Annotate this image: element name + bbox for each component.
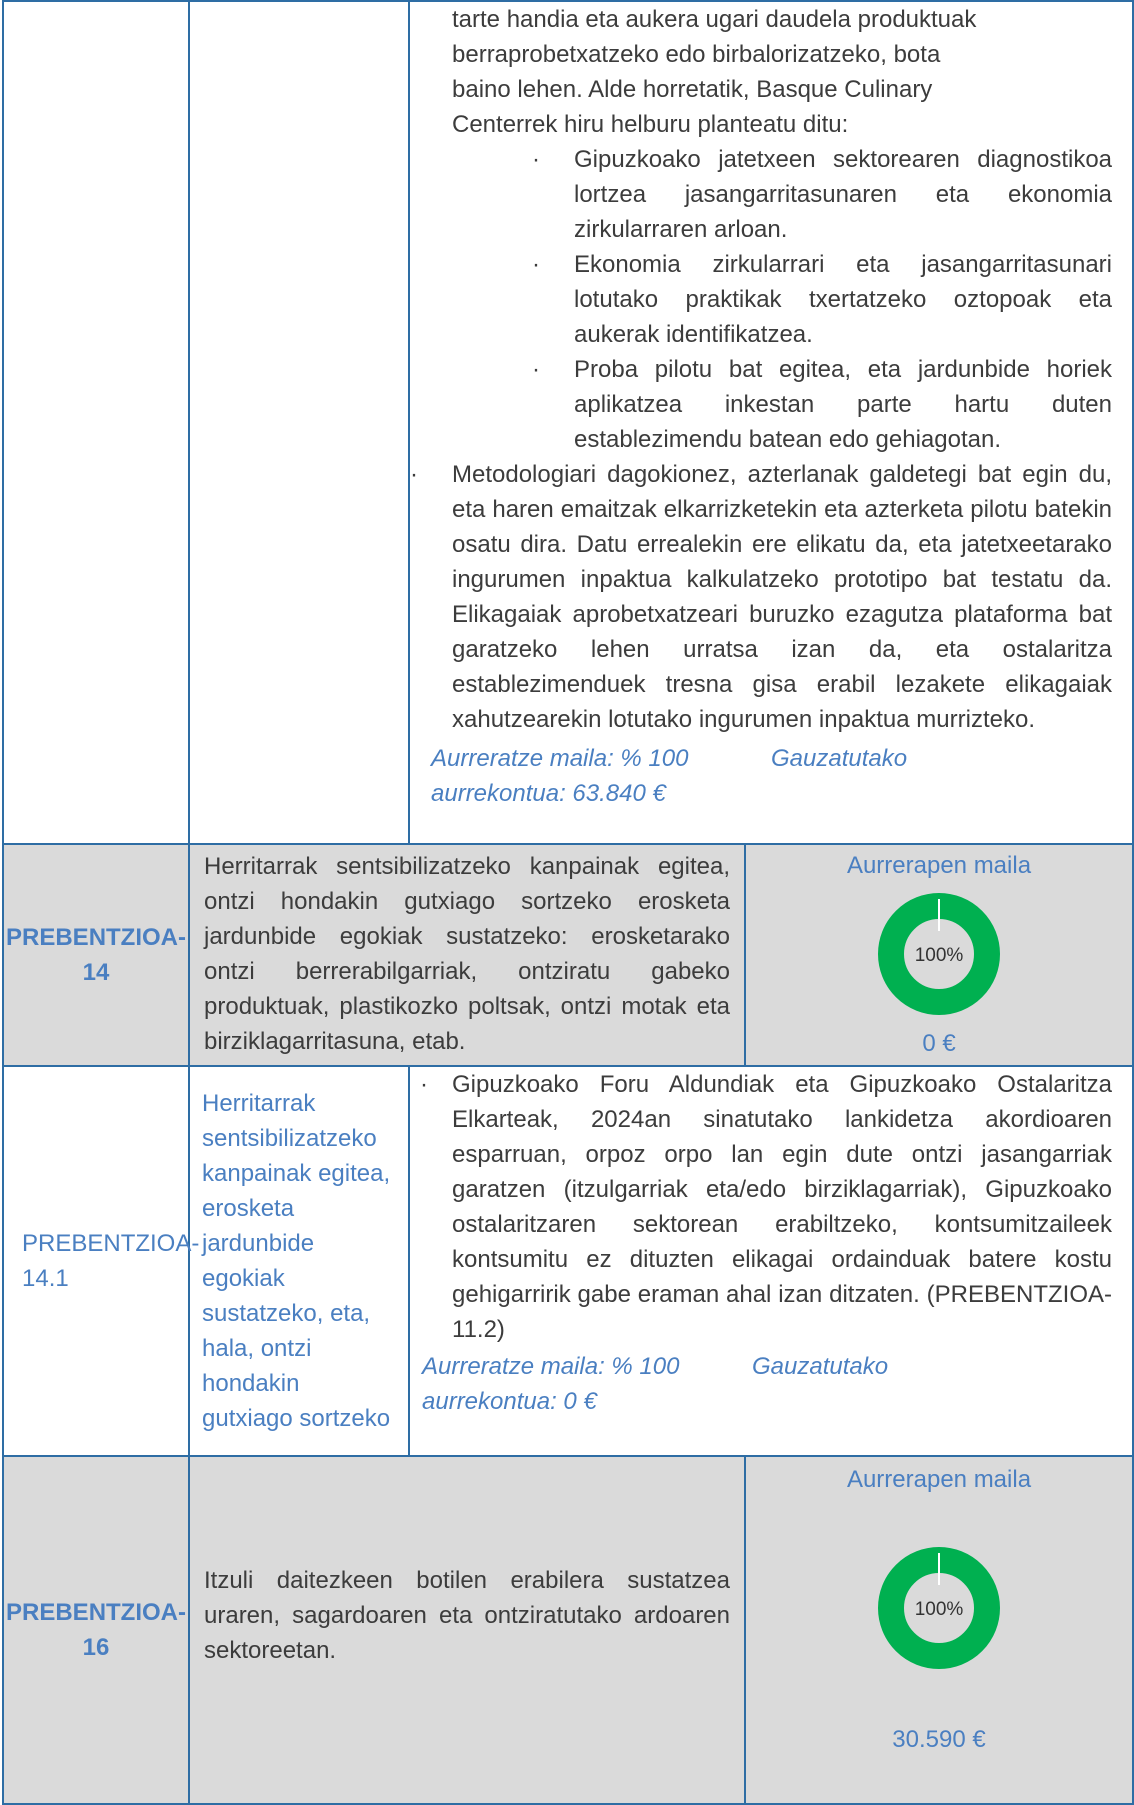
title-cell [189,1,409,844]
progress-footer [410,741,1132,811]
list-item: · Ekonomia zirkularrari eta jasangarritasunari lotutako praktikak txertatzeko oztopoak eta aukerak identifikatzea. [532,247,1112,352]
description-cell [409,1066,1133,1456]
description-cell [189,844,745,1066]
gauge-cell [745,844,1133,1066]
budget-amount: 0 € [922,1030,956,1057]
description-cell [409,1,1133,844]
donut-label: 100% [914,1599,964,1620]
table-row [3,844,1133,1066]
progress-label: Aurreratze maila: % 100 [422,1353,680,1380]
progress-donut [874,1543,1004,1673]
code-cell: PREBENTZIOA- 16 [3,1456,189,1804]
progress-donut [874,889,1004,1019]
bullet-dot: · [532,146,540,173]
budget-label: Gauzatutako [752,1353,889,1380]
list-item: · Proba pilotu bat egitea, eta jardunbide horiek aplikatzea inkestan parte hartu duten establezimendu batean edo gehiagotan. [532,352,1112,457]
budget-value: aurrekontua: 0 € [422,1388,597,1415]
bullet-dot: · [532,356,540,383]
code-cell: PREBENTZIOA- 14 [3,844,189,1066]
code-cell: PREBENTZIOA- 14.1 [3,1066,189,1456]
list-item: · Gipuzkoako jatetxeen sektorearen diagnostikoa lortzea jasangarritasunaren eta ekonomia zirkularraren arloan. [532,142,1112,247]
donut-label: 100% [914,945,964,966]
sub-bullet-list [452,142,1112,457]
bullet-dot: · [420,1071,428,1098]
gauge-title: Aurrerapen maila [846,852,1032,879]
code-cell [3,1,189,844]
budget-value: aurrekontua: 63.840 € [431,780,666,807]
intro-paragraph: tarte handia eta aukera ugari daudela produktuak berraprobetxatzeko edo birbalorizatzeko, bota baino lehen. Alde horretatik, Basque Culinary Centerrek hiru helburu planteatu ditu: [452,6,977,138]
bullet-dot: · [410,461,418,488]
methodology-paragraph: · Metodologiari dagokionez, azterlanak galdetegi bat egin du, eta haren emaitzak elkarrizketekin eta azterketa pilotu batekin osatu dira. Datu errealekin ere elikatu da, eta jatetxeetarako ingurumen inpaktua kalkulatzeko prototipo bat testatu da. Elikagaiak aprobetxatzeari buruzko ezagutza plataforma bat garatzeko lehen urratsa izan da, eta ostalaritza establezimenduek tresna gisa erabil lezakete elikagaiak xahutzearekin lotutako ingurumen inpaktua murrizteko. [410,457,1112,737]
bullet-dot: · [532,251,540,278]
measure-description: Itzuli daitezkeen botilen erabilera sustatzea uraren, sagardoaren eta ontziratutako ardoaren sektoreetan. [204,1566,730,1664]
measure-title: Herritarrak sentsibilizatzeko kanpainak egitea, erosketa jardunbide egokiak sustatzeko, eta, hala, ontzi hondakin gutxiago sortzeko [202,1090,391,1432]
measures-table [2,0,1134,1805]
progress-footer [410,1349,1132,1419]
title-cell [189,1066,409,1456]
progress-label: Aurreratze maila: % 100 [431,745,689,772]
description-cell [189,1456,745,1804]
measure-description: Herritarrak sentsibilizatzeko kanpainak egitea, ontzi hondakin gutxiago sortzeko erosketa jardunbide egokiak sustatzeko: erosketarako ontzi berrerabilgarriak, ontziratu gabeko produktuak, plastikozko poltsak, ontzi motak eta birziklagarritasuna, etab. [204,853,730,1055]
table-row [3,1,1133,844]
table-row [3,1456,1133,1804]
action-bullet: · Gipuzkoako Foru Aldundiak eta Gipuzkoako Ostalaritza Elkarteak, 2024an sinatutako lankidetza akordioaren esparruan, orpoz orpo lan egin dute ontzi jasangarriak garatzen (itzulgarriak eta/edo birziklagarriak), Gipuzkoako ostalaritzaren sektorean erabiltzeko, kontsumitzaileek kontsumitu ez dituzten elikagai ordainduak batere kostu gehigarririk gabe eraman ahal izan ditzaten. (PREBENTZIOA-11.2) [410,1067,1132,1347]
gauge-cell [745,1456,1133,1804]
budget-amount: 30.590 € [892,1726,986,1753]
budget-label: Gauzatutako [771,745,908,772]
table-row [3,1066,1133,1456]
gauge-title: Aurrerapen maila [846,1466,1032,1493]
